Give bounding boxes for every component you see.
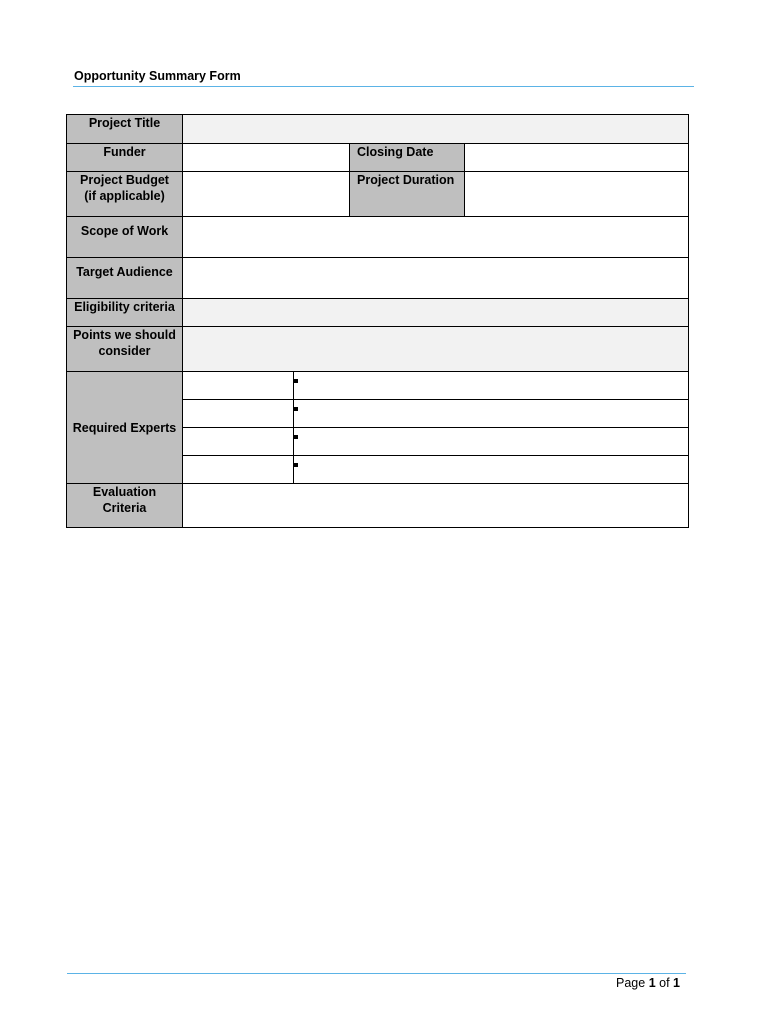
- row-scope: [67, 217, 689, 258]
- opportunity-summary-table: [66, 114, 689, 528]
- points-we-should-consider-field[interactable]: [183, 327, 689, 372]
- expert-role-field-4[interactable]: [183, 456, 294, 484]
- bullet-icon: [294, 407, 298, 411]
- current-page: 1: [648, 976, 656, 990]
- project-duration-label: Project Duration: [350, 172, 465, 217]
- row-funder: [67, 144, 689, 172]
- target-audience-field[interactable]: [183, 258, 689, 299]
- project-budget-label-line1: Project Budget: [80, 173, 169, 187]
- evaluation-criteria-label: [67, 484, 183, 528]
- project-budget-label: [67, 172, 183, 217]
- row-audience: [67, 258, 689, 299]
- footer-rule: [67, 973, 686, 974]
- eligibility-criteria-field[interactable]: [183, 299, 689, 327]
- total-pages: 1: [673, 976, 680, 990]
- points-label-line2: consider: [98, 344, 151, 358]
- project-title-label: Project Title: [67, 115, 183, 144]
- page-number: [616, 976, 680, 990]
- expert-role-field-2[interactable]: [183, 400, 294, 428]
- closing-date-label: Closing Date: [350, 144, 465, 172]
- required-experts-label: Required Experts: [67, 372, 183, 484]
- project-duration-field[interactable]: [465, 172, 689, 217]
- target-audience-label: Target Audience: [67, 258, 183, 299]
- project-title-field[interactable]: [183, 115, 689, 144]
- points-label-line1: Points we should: [73, 328, 176, 342]
- evaluation-criteria-field[interactable]: [183, 484, 689, 528]
- points-we-should-consider-label: [67, 327, 183, 372]
- scope-of-work-label: Scope of Work: [67, 217, 183, 258]
- document-title: Opportunity Summary Form: [74, 69, 241, 83]
- eligibility-criteria-label: Eligibility criteria: [67, 299, 183, 327]
- project-budget-field[interactable]: [183, 172, 350, 217]
- evaluation-label-line1: Evaluation: [92, 485, 157, 499]
- of-word: of: [659, 976, 670, 990]
- row-project-title: [67, 115, 689, 144]
- row-eligibility: [67, 299, 689, 327]
- expert-detail-field-1[interactable]: [294, 372, 689, 400]
- expert-role-field-3[interactable]: [183, 428, 294, 456]
- title-underline: [73, 86, 694, 87]
- row-points: [67, 327, 689, 372]
- evaluation-label-line2: Criteria: [102, 501, 147, 515]
- scope-of-work-field[interactable]: [183, 217, 689, 258]
- bullet-icon: [294, 379, 298, 383]
- row-budget: [67, 172, 689, 217]
- expert-detail-field-4[interactable]: [294, 456, 689, 484]
- bullet-icon: [294, 435, 298, 439]
- expert-detail-field-3[interactable]: [294, 428, 689, 456]
- page-word: Page: [616, 976, 646, 990]
- expert-detail-field-2[interactable]: [294, 400, 689, 428]
- row-evaluation: [67, 484, 689, 528]
- project-budget-label-line2: (if applicable): [84, 189, 165, 203]
- funder-label: Funder: [67, 144, 183, 172]
- bullet-icon: [294, 463, 298, 467]
- closing-date-field[interactable]: [465, 144, 689, 172]
- expert-role-field-1[interactable]: [183, 372, 294, 400]
- funder-field[interactable]: [183, 144, 350, 172]
- row-experts-1: [67, 372, 689, 400]
